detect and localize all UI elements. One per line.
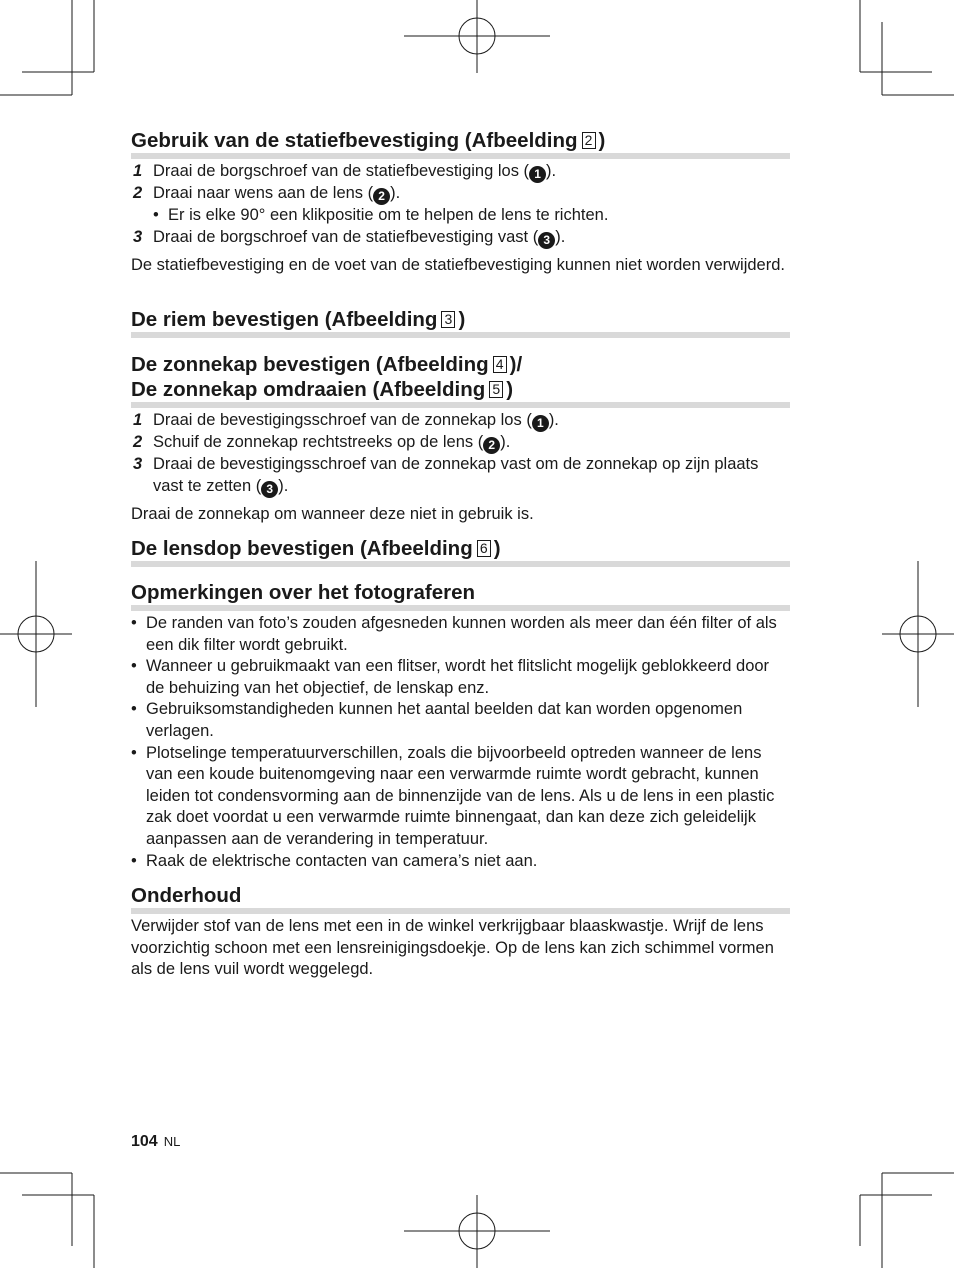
step-end: ). [546,162,557,180]
section-tripod [131,128,790,276]
heading-close: ) [598,129,606,152]
bullet-icon: • [131,700,137,719]
step-text: Draai de bevestigingsschroef van de zonnekap vast om de zonnekap op zijn plaats vast te zetten ( [153,455,759,495]
step-text: Draai de bevestigingsschroef van de zonnekap los ( [153,411,532,429]
step-item [131,161,790,183]
step-end: ). [500,433,511,451]
step-item [131,183,790,205]
list-item-text: Wanneer u gebruikmaakt van een flitser, wordt het flitslicht mogelijk geblokkeerd door de behuizing van het objectief, de lenskap enz. [146,657,770,697]
heading-text: Opmerkingen over het fotograferen [131,581,476,604]
heading-text: Gebruik van de statiefbevestiging (Afbeelding [131,129,578,152]
step-item [131,454,790,498]
step-text: Draai de borgschroef van de statiefbevestiging los ( [153,162,530,180]
step-item [131,410,790,432]
section-note: De statiefbevestiging en de voet van de statiefbevestiging kunnen niet worden verwijderd. [131,255,785,274]
bullet-icon: • [131,657,137,676]
step-number: 3 [133,455,143,473]
circled-number-icon: 1 [529,166,546,183]
heading-close: ) [458,308,466,331]
circled-number-icon: 2 [483,437,500,454]
bullet-icon: • [131,614,137,632]
page-number: 104 [131,1133,158,1150]
list-item [131,699,790,742]
circled-number-icon: 3 [261,481,278,498]
step-end: ). [278,476,289,495]
section-heading [131,536,790,564]
step-number: 2 [133,433,143,451]
step-number: 1 [133,411,143,429]
list-item-text: Raak de elektrische contacten van camera’s niet aan. [146,851,538,870]
circled-number-icon: 2 [373,188,390,205]
figure-number: 5 [489,381,503,398]
figure-number: 2 [582,132,596,149]
page-footer [131,1133,180,1151]
step-number: 3 [133,227,143,246]
circled-number-icon: 3 [538,232,555,249]
section-shooting-notes [131,580,790,872]
section-text: Verwijder stof van de lens met een in de winkel verkrijgbaar blaaskwastje. Wrijf de lens voorzichtig schoon met een lensreinigingsdoekje. Op de lens kan zich schimmel vormen als de lens vuil wordt weggelegd. [131,917,774,979]
step-number: 1 [133,162,143,180]
bullet-icon: • [131,851,137,870]
heading-text: De zonnekap omdraaien (Afbeelding [131,378,486,401]
section-maintenance [131,883,790,981]
circled-number-icon: 1 [532,415,549,432]
heading-text: Onderhoud [131,884,242,907]
bullet-icon: • [153,206,159,224]
list-item [131,851,790,873]
section-heading [131,580,790,608]
step-end: ). [555,227,566,246]
step-number: 2 [133,184,143,202]
section-note: Draai de zonnekap om wanneer deze niet in gebruik is. [131,504,534,523]
heading-text: De riem bevestigen (Afbeelding [131,308,438,331]
section-heading [131,128,790,156]
section-lens-cap [131,536,790,564]
heading-close: )/ [509,353,523,376]
sub-bullet-text: Er is elke 90° een klikpositie om te helpen de lens te richten. [168,206,609,224]
list-item [131,656,790,699]
figure-number: 3 [441,311,455,328]
step-text: Draai de borgschroef van de statiefbevestiging vast ( [153,227,539,246]
step-end: ). [390,184,401,202]
section-hood [131,352,790,525]
figure-number: 6 [477,540,491,557]
heading-close: ) [506,378,514,401]
sub-bullet [131,205,790,227]
section-strap [131,307,790,335]
step-end: ). [548,411,559,429]
figure-number: 4 [493,356,507,373]
heading-close: ) [493,537,501,560]
step-text: Schuif de zonnekap rechtstreeks op de lens ( [153,433,484,451]
list-item-text: Plotselinge temperatuurverschillen, zoals die bijvoorbeeld optreden wanneer de lens van een koude buitenomgeving naar een verwarmde ruimte wordt gebracht, kunnen leiden tot condensvorming aan de binnenzijde van de lens. Als u de lens in een plastic zak doet voordat u een verwarmde ruimte binnengaat, dan kan deze zich geleidelijk aanpassen aan de verandering in temperatuur. [146,743,775,848]
list-item [131,743,790,851]
step-item [131,227,790,249]
list-item [131,613,790,656]
bullet-icon: • [131,743,137,762]
step-list [131,410,790,498]
step-text: Draai naar wens aan de lens ( [153,184,374,202]
list-item-text: Gebruiksomstandigheden kunnen het aantal beelden dat kan worden opgenomen verlagen. [146,700,743,740]
notes-list [131,613,790,872]
section-heading [131,307,790,335]
language-code: NL [163,1134,181,1149]
step-item [131,432,790,454]
step-list [131,161,790,249]
section-heading [131,352,790,405]
list-item-text: De randen van foto’s zouden afgesneden kunnen worden als meer dan één filter of als een dik filter wordt gebruikt. [146,614,777,654]
heading-text: De zonnekap bevestigen (Afbeelding [131,353,489,376]
section-heading [131,883,790,911]
heading-text: De lensdop bevestigen (Afbeelding [131,537,473,560]
